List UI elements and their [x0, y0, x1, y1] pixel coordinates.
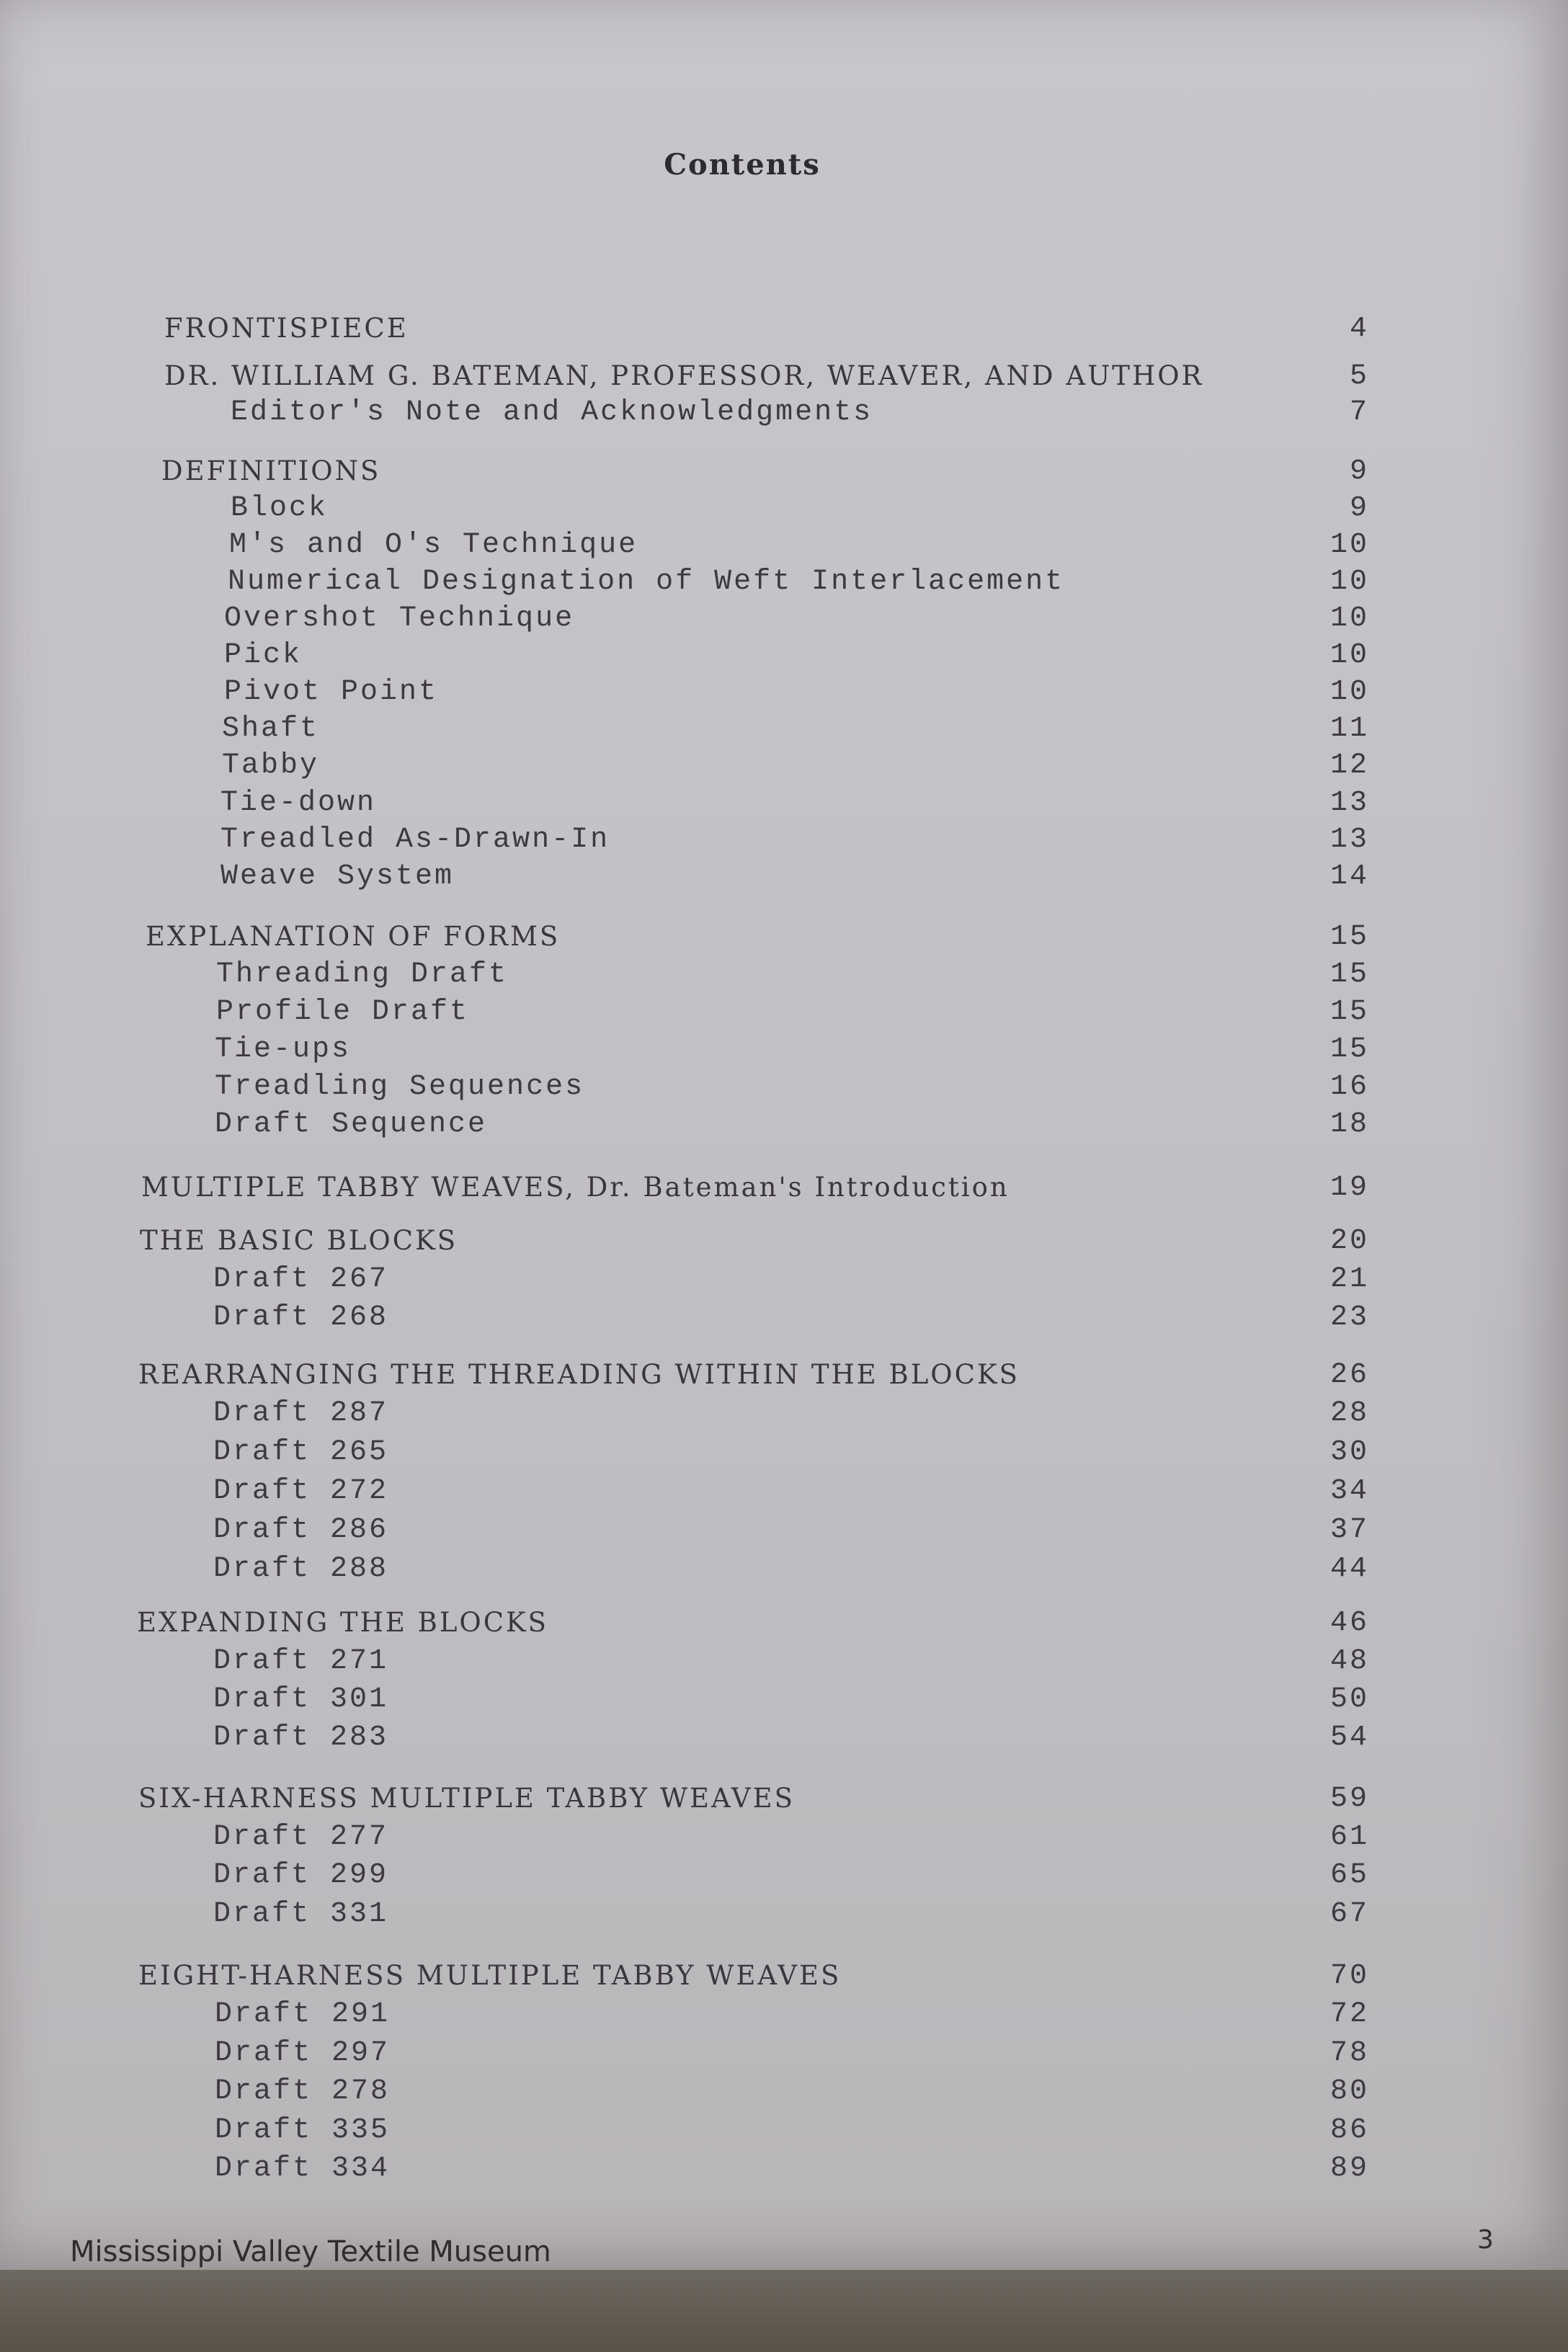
toc-entry-label: Draft 299 [213, 1859, 389, 1892]
toc-section-label: EXPANDING THE BLOCKS [137, 1607, 549, 1638]
toc-entry-label: Draft 335 [215, 2114, 391, 2147]
toc-section-row [0, 1359, 1568, 1395]
watermark: Mississippi Valley Textile Museum [70, 2235, 551, 2268]
toc-section-row [0, 1960, 1568, 1996]
toc-page-number: 70 [1329, 1960, 1369, 1992]
toc-entry-label: Pivot Point [224, 676, 439, 708]
toc-page-number: 61 [1329, 1821, 1369, 1853]
toc-entry-label: Tie-ups [215, 1033, 352, 1066]
toc-entry-row [0, 602, 1568, 638]
toc-page-number: 15 [1329, 958, 1369, 991]
toc-section-label: REARRANGING THE THREADING WITHIN THE BLOCKS [138, 1359, 1020, 1390]
toc-page-number: 10 [1329, 566, 1369, 598]
toc-entry-row [0, 1898, 1568, 1934]
toc-entry-row [0, 529, 1568, 565]
toc-entry-row [0, 996, 1568, 1032]
toc-page-number: 10 [1329, 529, 1369, 561]
toc-entry-label: M's and O's Technique [229, 529, 638, 561]
toc-entry-row [0, 1821, 1568, 1857]
toc-page-number: 9 [1349, 492, 1369, 525]
toc-entry-label: Tabby [222, 749, 320, 782]
toc-page-number: 11 [1329, 713, 1369, 745]
toc-page-number: 9 [1349, 455, 1369, 488]
toc-entry-label: Draft 271 [213, 1645, 389, 1678]
toc-page-number: 15 [1329, 996, 1369, 1028]
toc-entry-row [0, 958, 1568, 994]
toc-page-number: 44 [1329, 1553, 1369, 1585]
toc-entry-label: Draft 272 [213, 1475, 389, 1507]
toc-entry-row [0, 1859, 1568, 1895]
toc-entry-row [0, 396, 1568, 432]
toc-section-row [0, 1607, 1568, 1643]
toc-page-number: 54 [1329, 1721, 1369, 1754]
toc-entry-row [0, 2152, 1568, 2188]
toc-entry-label: Draft 267 [213, 1263, 389, 1296]
toc-entry-row [0, 2037, 1568, 2073]
toc-entry-row [0, 1301, 1568, 1337]
toc-entry-row [0, 1436, 1568, 1472]
toc-section-label: MULTIPLE TABBY WEAVES, Dr. Bateman's Introduction [141, 1172, 1010, 1203]
toc-entry-label: Draft 331 [213, 1898, 389, 1930]
toc-section-label: DR. WILLIAM G. BATEMAN, PROFESSOR, WEAVER, AND AUTHOR [164, 360, 1204, 391]
toc-page-number: 72 [1329, 1998, 1369, 2031]
page-number: 3 [1477, 2225, 1494, 2255]
toc-page-number: 67 [1329, 1898, 1369, 1930]
toc-page-number: 14 [1329, 860, 1369, 893]
toc-entry-label: Pick [224, 639, 303, 672]
toc-entry-row [0, 1071, 1568, 1107]
toc-entry-label: Draft 301 [213, 1683, 389, 1716]
toc-entry-row [0, 1721, 1568, 1758]
toc-page-number: 10 [1329, 639, 1369, 672]
toc-section-row [0, 313, 1568, 349]
toc-entry-label: Numerical Designation of Weft Interlacement [228, 566, 1065, 598]
toc-page-number: 30 [1329, 1436, 1369, 1469]
toc-entry-row [0, 566, 1568, 602]
toc-entry-label: Threading Draft [216, 958, 509, 991]
toc-page-number: 12 [1329, 749, 1369, 782]
toc-entry-label: Block [231, 492, 329, 525]
toc-page-number: 16 [1329, 1071, 1369, 1103]
toc-page-number: 18 [1329, 1108, 1369, 1141]
toc-entry-row [0, 492, 1568, 528]
toc-entry-row [0, 787, 1568, 823]
toc-entry-label: Draft 278 [215, 2075, 391, 2108]
toc-entry-row [0, 2114, 1568, 2150]
toc-section-label: DEFINITIONS [161, 455, 381, 486]
toc-entry-row [0, 639, 1568, 675]
toc-entry-row [0, 824, 1568, 860]
toc-page-number: 28 [1329, 1397, 1369, 1430]
toc-page-number: 48 [1329, 1645, 1369, 1678]
toc-entry-row [0, 2075, 1568, 2111]
toc-section-label: FRONTISPIECE [164, 313, 409, 344]
toc-entry-row [0, 1645, 1568, 1681]
toc-page-number: 13 [1329, 787, 1369, 819]
toc-section-row [0, 360, 1568, 396]
toc-page-number: 37 [1329, 1514, 1369, 1546]
toc-entry-row [0, 1998, 1568, 2034]
toc-entry-label: Draft 297 [215, 2037, 391, 2070]
toc-entry-row [0, 713, 1568, 749]
toc-page-number: 10 [1329, 602, 1369, 635]
toc-entry-label: Shaft [222, 713, 320, 745]
toc-entry-label: Editor's Note and Acknowledgments [231, 396, 873, 429]
toc-page-number: 86 [1329, 2114, 1369, 2147]
toc-entry-row [0, 1553, 1568, 1589]
toc-page-number: 7 [1349, 396, 1369, 429]
toc-entry-row [0, 1475, 1568, 1511]
toc-entry-label: Draft 277 [213, 1821, 389, 1853]
toc-entry-label: Draft 268 [213, 1301, 389, 1334]
toc-entry-row [0, 749, 1568, 785]
toc-section-label: SIX-HARNESS MULTIPLE TABBY WEAVES [138, 1783, 795, 1814]
toc-page-number: 15 [1329, 1033, 1369, 1066]
toc-entry-row [0, 1263, 1568, 1299]
toc-entry-label: Treadled As-Drawn-In [220, 824, 610, 856]
toc-section-label: EIGHT-HARNESS MULTIPLE TABBY WEAVES [138, 1960, 842, 1991]
toc-entry-row [0, 1108, 1568, 1144]
toc-entry-label: Treadling Sequences [215, 1071, 585, 1103]
toc-page-number: 46 [1329, 1607, 1369, 1639]
toc-section-row [0, 1783, 1568, 1819]
toc-section-label: EXPLANATION OF FORMS [146, 921, 561, 952]
toc-entry-label: Draft Sequence [215, 1108, 488, 1141]
toc-entry-row [0, 860, 1568, 896]
toc-entry-label: Draft 283 [213, 1721, 389, 1754]
toc-page-number: 5 [1349, 360, 1369, 393]
toc-page-number: 23 [1329, 1301, 1369, 1334]
toc-entry-row [0, 1397, 1568, 1433]
toc-entry-label: Draft 286 [213, 1514, 389, 1546]
toc-section-label: THE BASIC BLOCKS [140, 1225, 458, 1256]
toc-entry-label: Draft 288 [213, 1553, 389, 1585]
toc-page-number: 34 [1329, 1475, 1369, 1507]
table-surface [0, 2270, 1568, 2352]
toc-page-number: 59 [1329, 1783, 1369, 1815]
toc-entry-row [0, 676, 1568, 712]
toc-entry-label: Weave System [220, 860, 455, 893]
toc-section-row [0, 1172, 1568, 1208]
toc-page-number: 89 [1329, 2152, 1369, 2185]
page-title: Contents [664, 148, 821, 182]
toc-page-number: 20 [1329, 1225, 1369, 1257]
toc-page-number: 4 [1349, 313, 1369, 345]
toc-entry-label: Draft 287 [213, 1397, 389, 1430]
toc-entry-row [0, 1683, 1568, 1719]
toc-page-number: 26 [1329, 1359, 1369, 1391]
toc-entry-label: Profile Draft [216, 996, 470, 1028]
toc-section-row [0, 455, 1568, 491]
toc-page-number: 15 [1329, 921, 1369, 953]
toc-section-row [0, 1225, 1568, 1261]
toc-page-number: 50 [1329, 1683, 1369, 1716]
toc-entry-label: Overshot Technique [224, 602, 575, 635]
toc-entry-row [0, 1033, 1568, 1069]
toc-page-number: 65 [1329, 1859, 1369, 1892]
toc-page-number: 13 [1329, 824, 1369, 856]
toc-entry-label: Draft 291 [215, 1998, 391, 2031]
toc-section-row [0, 921, 1568, 957]
toc-entry-row [0, 1514, 1568, 1550]
toc-entry-label: Draft 265 [213, 1436, 389, 1469]
toc-page-number: 21 [1329, 1263, 1369, 1296]
toc-page-number: 19 [1329, 1172, 1369, 1204]
toc-entry-label: Tie-down [220, 787, 377, 819]
toc-page-number: 78 [1329, 2037, 1369, 2070]
toc-page-number: 80 [1329, 2075, 1369, 2108]
toc-page-number: 10 [1329, 676, 1369, 708]
toc-entry-label: Draft 334 [215, 2152, 391, 2185]
